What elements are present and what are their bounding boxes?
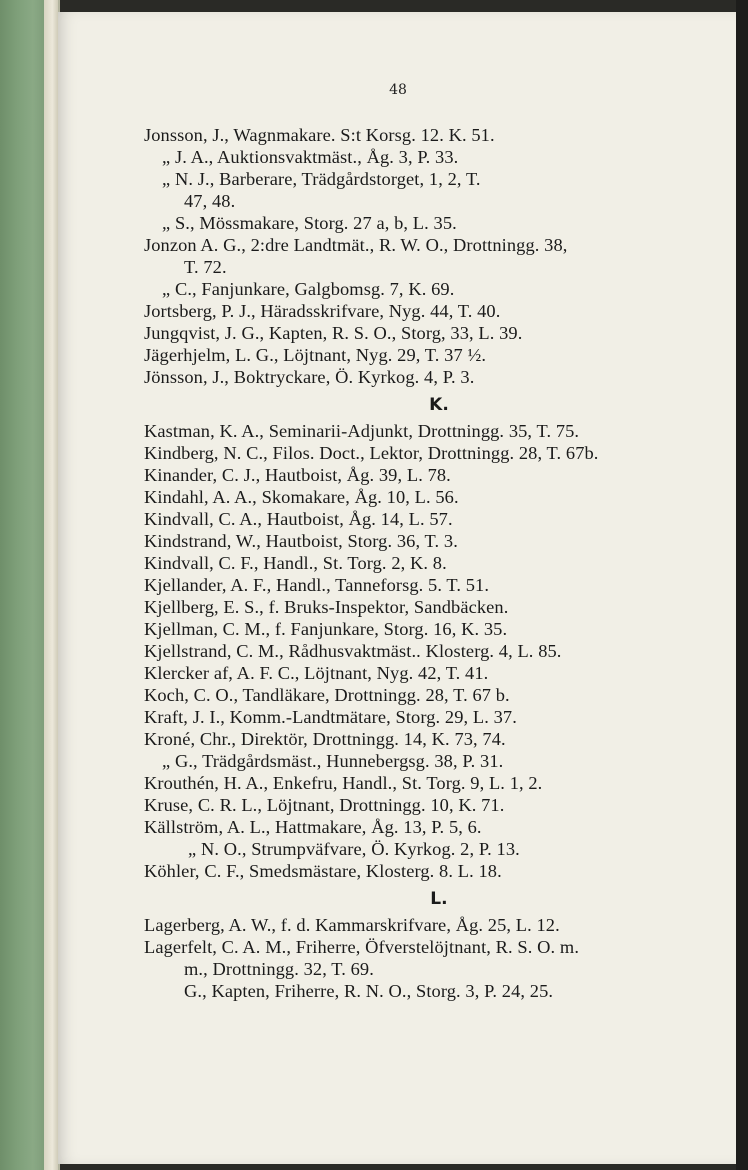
directory-entry: Kjellman, C. M., f. Fanjunkare, Storg. 16, K. 35. xyxy=(144,619,508,639)
page-number: 48 xyxy=(389,82,407,98)
directory-entry: Lagerfelt, C. A. M., Friherre, Öfverstelöjtnant, R. S. O. m. xyxy=(144,937,580,957)
directory-entry: „ G., Trädgårdsmäst., Hunnebergsg. 38, P. 31. xyxy=(162,751,504,771)
directory-entry: Kindvall, C. F., Handl., St. Torg. 2, K. 8. xyxy=(144,553,447,573)
page-spine-edge xyxy=(44,0,58,1170)
directory-entry: Kjellander, A. F., Handl., Tanneforsg. 5. T. 51. xyxy=(144,575,490,595)
directory-entry: „ C., Fanjunkare, Galgbomsg. 7, K. 69. xyxy=(162,279,455,299)
directory-entry: Kraft, J. I., Komm.-Landtmätare, Storg. 29, L. 37. xyxy=(144,707,517,727)
directory-entry: Krouthén, H. A., Enkefru, Handl., St. Torg. 9, L. 1, 2. xyxy=(144,773,543,793)
directory-entry: Jortsberg, P. J., Häradsskrifvare, Nyg. 44, T. 40. xyxy=(144,301,501,321)
directory-entry: Kjellberg, E. S., f. Bruks-Inspektor, Sandbäcken. xyxy=(144,597,509,617)
directory-entry: Lagerberg, A. W., f. d. Kammarskrifvare, Åg. 25, L. 12. xyxy=(144,915,560,935)
directory-entry: „ N. O., Strumpväfvare, Ö. Kyrkog. 2, P. 13. xyxy=(188,839,520,859)
directory-entry: Kruse, C. R. L., Löjtnant, Drottningg. 10, K. 71. xyxy=(144,795,505,815)
directory-entry: Kindberg, N. C., Filos. Doct., Lektor, Drottningg. 28, T. 67b. xyxy=(144,443,599,463)
directory-entry: Jungqvist, J. G., Kapten, R. S. O., Storg, 33, L. 39. xyxy=(144,323,523,343)
directory-entry: Källström, A. L., Hattmakare, Åg. 13, P. 5, 6. xyxy=(144,817,482,837)
directory-entry: Koch, C. O., Tandläkare, Drottningg. 28, T. 67 b. xyxy=(144,685,510,705)
directory-entry: Kroné, Chr., Direktör, Drottningg. 14, K. 73, 74. xyxy=(144,729,506,749)
section-heading: K. xyxy=(429,395,449,415)
directory-entry: Jägerhjelm, L. G., Löjtnant, Nyg. 29, T. 37 ½. xyxy=(144,345,487,365)
book-page xyxy=(58,12,738,1164)
directory-entry: Jonzon A. G., 2:dre Landtmät., R. W. O., Drottningg. 38, xyxy=(144,235,568,255)
directory-entry: „ S., Mössmakare, Storg. 27 a, b, L. 35. xyxy=(162,213,457,233)
directory-entry: Jonsson, J., Wagnmakare. S:t Korsg. 12. K. 51. xyxy=(144,125,495,145)
directory-entry: G., Kapten, Friherre, R. N. O., Storg. 3, P. 24, 25. xyxy=(184,981,554,1001)
directory-entry: Jönsson, J., Boktryckare, Ö. Kyrkog. 4, P. 3. xyxy=(144,367,475,387)
directory-entry: „ J. A., Auktionsvaktmäst., Åg. 3, P. 33. xyxy=(162,147,459,167)
directory-entry: Kindstrand, W., Hautboist, Storg. 36, T. 3. xyxy=(144,531,458,551)
directory-entry: Kinander, C. J., Hautboist, Åg. 39, L. 78. xyxy=(144,465,451,485)
directory-entry: Kastman, K. A., Seminarii-Adjunkt, Drottningg. 35, T. 75. xyxy=(144,421,580,441)
scan-edge-shadow xyxy=(736,0,748,1170)
directory-entry: Kindvall, C. A., Hautboist, Åg. 14, L. 57. xyxy=(144,509,453,529)
directory-entry: m., Drottningg. 32, T. 69. xyxy=(184,959,374,979)
section-heading: L. xyxy=(430,889,448,909)
directory-entry: T. 72. xyxy=(184,257,227,277)
directory-entry: Kindahl, A. A., Skomakare, Åg. 10, L. 56. xyxy=(144,487,459,507)
directory-entry: Kjellstrand, C. M., Rådhusvaktmäst.. Klosterg. 4, L. 85. xyxy=(144,641,562,661)
directory-entries xyxy=(144,124,744,1002)
directory-entry: Klercker af, A. F. C., Löjtnant, Nyg. 42, T. 41. xyxy=(144,663,489,683)
directory-entry: „ N. J., Barberare, Trädgårdstorget, 1, 2, T. xyxy=(162,169,481,189)
directory-entry: 47, 48. xyxy=(184,191,236,211)
directory-entry: Köhler, C. F., Smedsmästare, Klosterg. 8. L. 18. xyxy=(144,861,502,881)
